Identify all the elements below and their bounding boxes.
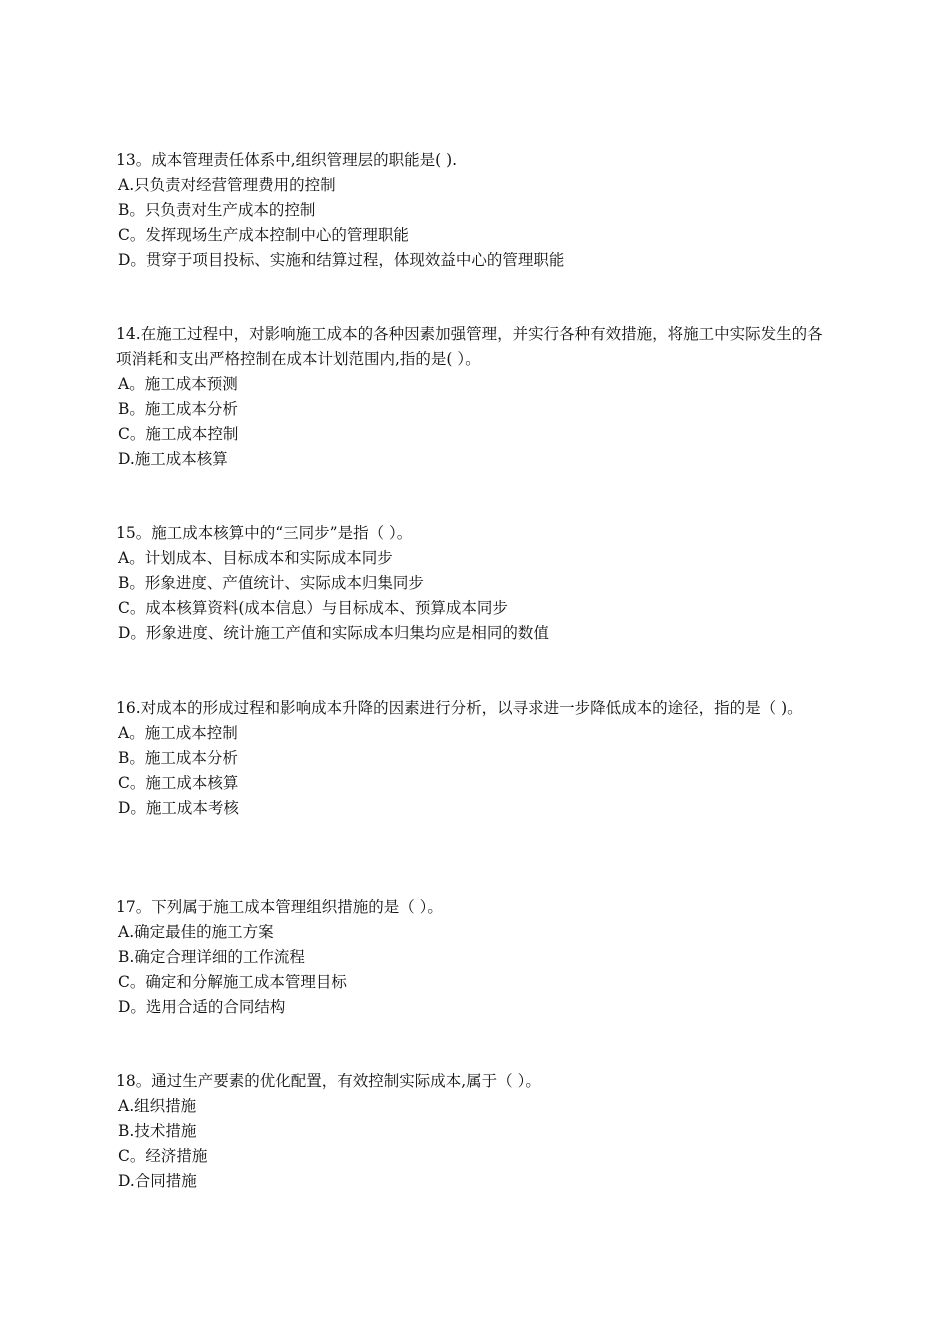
question-17 bbox=[116, 895, 828, 1020]
option-c: C。成本核算资料(成本信息）与目标成本、预算成本同步 bbox=[118, 599, 508, 617]
question-stem: 14.在施工过程中，对影响施工成本的各种因素加强管理，并实行各种有效措施，将施工中实际发生的各项消耗和支出严格控制在成本计划范围内,指的是( ）。 bbox=[116, 325, 823, 368]
option-d: D.合同措施 bbox=[118, 1172, 197, 1190]
option-d: D。贯穿于项目投标、实施和结算过程，体现效益中心的管理职能 bbox=[118, 251, 565, 269]
option-d: D.施工成本核算 bbox=[118, 450, 228, 468]
option-d: D。施工成本考核 bbox=[118, 799, 239, 817]
question-13 bbox=[116, 148, 828, 273]
question-stem: 15。施工成本核算中的“三同步”是指（ ）。 bbox=[116, 524, 413, 542]
question-18 bbox=[116, 1069, 828, 1194]
question-stem: 17。下列属于施工成本管理组织措施的是（ ）。 bbox=[116, 898, 443, 916]
option-a: A.只负责对经营管理费用的控制 bbox=[118, 176, 336, 194]
option-a: A。计划成本、目标成本和实际成本同步 bbox=[118, 549, 393, 567]
option-b: B。施工成本分析 bbox=[118, 749, 238, 767]
option-b: B.技术措施 bbox=[118, 1122, 197, 1140]
option-d: D。形象进度、统计施工产值和实际成本归集均应是相同的数值 bbox=[118, 624, 549, 642]
option-a: A。施工成本控制 bbox=[118, 724, 238, 742]
option-c: C。发挥现场生产成本控制中心的管理职能 bbox=[118, 226, 409, 244]
option-a: A.组织措施 bbox=[118, 1097, 197, 1115]
question-14 bbox=[116, 322, 828, 472]
option-c: C。施工成本核算 bbox=[118, 774, 239, 792]
option-a: A.确定最佳的施工方案 bbox=[118, 923, 274, 941]
question-stem: 18。通过生产要素的优化配置，有效控制实际成本,属于（ ）。 bbox=[116, 1072, 541, 1090]
question-stem: 16.对成本的形成过程和影响成本升降的因素进行分析，以寻求进一步降低成本的途径，指的是（ )。 bbox=[116, 699, 803, 717]
option-d: D。选用合适的合同结构 bbox=[118, 998, 286, 1016]
option-b: B。形象进度、产值统计、实际成本归集同步 bbox=[118, 574, 424, 592]
option-c: C。确定和分解施工成本管理目标 bbox=[118, 973, 347, 991]
option-b: B。只负责对生产成本的控制 bbox=[118, 201, 316, 219]
question-15 bbox=[116, 521, 828, 646]
option-a: A。施工成本预测 bbox=[118, 375, 238, 393]
option-c: C。施工成本控制 bbox=[118, 425, 239, 443]
option-c: C。经济措施 bbox=[118, 1147, 208, 1165]
question-stem: 13。成本管理责任体系中,组织管理层的职能是( ). bbox=[116, 151, 458, 169]
option-b: B.确定合理详细的工作流程 bbox=[118, 948, 305, 966]
option-b: B。施工成本分析 bbox=[118, 400, 238, 418]
question-16 bbox=[116, 696, 828, 821]
